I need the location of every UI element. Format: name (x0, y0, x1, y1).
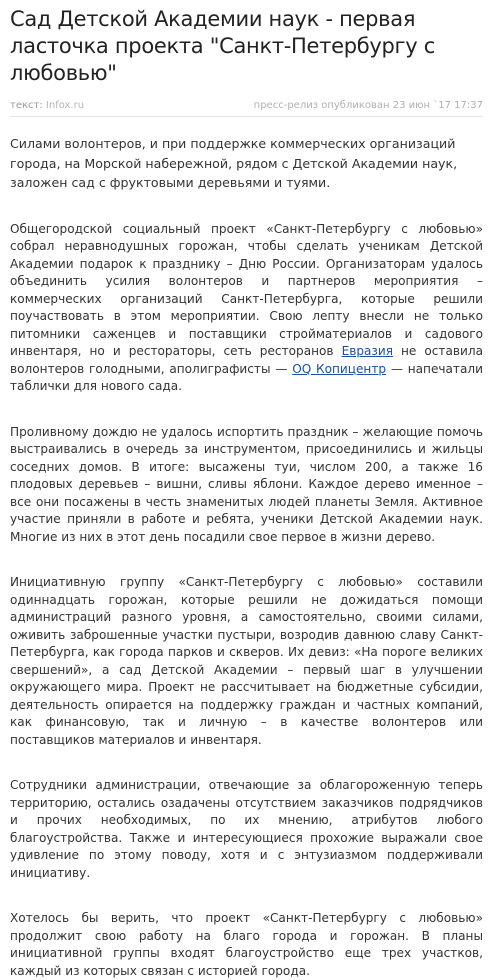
paragraph-5: Хотелось бы верить, что проект «Санкт-Петербургу с любовью» продолжит свою работу на благо города и горожан. В планы инициативной группы входят благоустройство еще трех участков, каждый из которых связан с историей города. (10, 911, 483, 978)
paragraph-1 (10, 221, 483, 396)
paragraph-1-text-b: не оставила волонтеров голодными, аполиграфисты — (10, 344, 484, 376)
paragraph-1-text-a: Общегородской социальный проект «Санкт-Петербургу с любовью» собрал неравнодушных горожан, чтобы сделать ученикам Детской Академии подарок к празднику – Дню России. Организаторам удалось объединить усилия волонтеров и партнеров мероприятия – коммерческих организаций Санкт-Петербурга, которые решили поучаствовать в этом мероприятии. Свою лепту внесли не только питомники саженцев и поставщики стройматериалов и садового инвентаря, но и рестораторы, сеть ресторанов (10, 221, 483, 359)
link-evrazia[interactable]: Евразия (341, 344, 393, 359)
paragraph-3: Инициативную группу «Санкт-Петербургу с любовью» составили одиннадцать горожан, которые решили не дожидаться помощи администраций разного уровня, а самостоятельно, своими силами, оживить заброшенные участки пустыри, возродив давнюю славу Санкт-Петербурга, как города парков и скверов. Их девиз: «На пороге великих свершений», а сад Детской Академии – первый шаг в улучшении окружающего мира. Проект не рассчитывает на бюджетные субсидии, деятельность опирается на поддержку граждан и частных компаний, как финансовую, так и личную – в качестве волонтеров или поставщиков материалов и инвентаря. (10, 575, 483, 747)
source-name: Infox.ru (45, 100, 85, 111)
publish-date: пресс-релиз опубликован 23 июн `17 17:37 (253, 100, 483, 111)
article-title: Сад Детской Академии наук - первая ласточка проекта "Санкт-Петербургу с любовью" (10, 7, 436, 85)
paragraph-2: Проливному дождю не удалось испортить праздник – желающие помочь выстраивались в очередь за инструментом, присоединились и жильцы соседних домов. В итоге: высажены туи, числом 200, а также 16 плодовых деревьев – вишни, сливы яблони. Каждое дерево именное – все они посажены в честь знаменитых людей планеты Земля. Активное участие приняли в работе и ребята, ученики Детской Академии наук. Многие из них в этот день посадили свое первое в жизни дерево. (10, 424, 483, 544)
source-label: текст: (10, 100, 46, 111)
paragraph-4: Сотрудники администрации, отвечающие за облагороженную теперь территорию, остались озадачены отсутствием заказчиков подрядчиков и прочих необходимых, по их мнению, атрибутов любого благоустройства. Также и интересующиеся прохожие выражали свое удивление по этому поводу, хотя и с энтузиазмом поддерживали инициативу. (10, 778, 483, 880)
article-meta (10, 100, 483, 111)
link-oq-kopicentr[interactable]: OQ Копицентр (292, 361, 387, 376)
article-lead: Силами волонтеров, и при поддержке коммерческих организаций города, на Морской набережной, рядом с Детской Академии наук, заложен сад с фруктовыми деревьями и туями. (10, 136, 458, 191)
paragraph-1-text-c: — напечатали таблички для нового сада. (10, 361, 483, 394)
meta-divider (10, 116, 483, 117)
source-line (10, 100, 84, 111)
